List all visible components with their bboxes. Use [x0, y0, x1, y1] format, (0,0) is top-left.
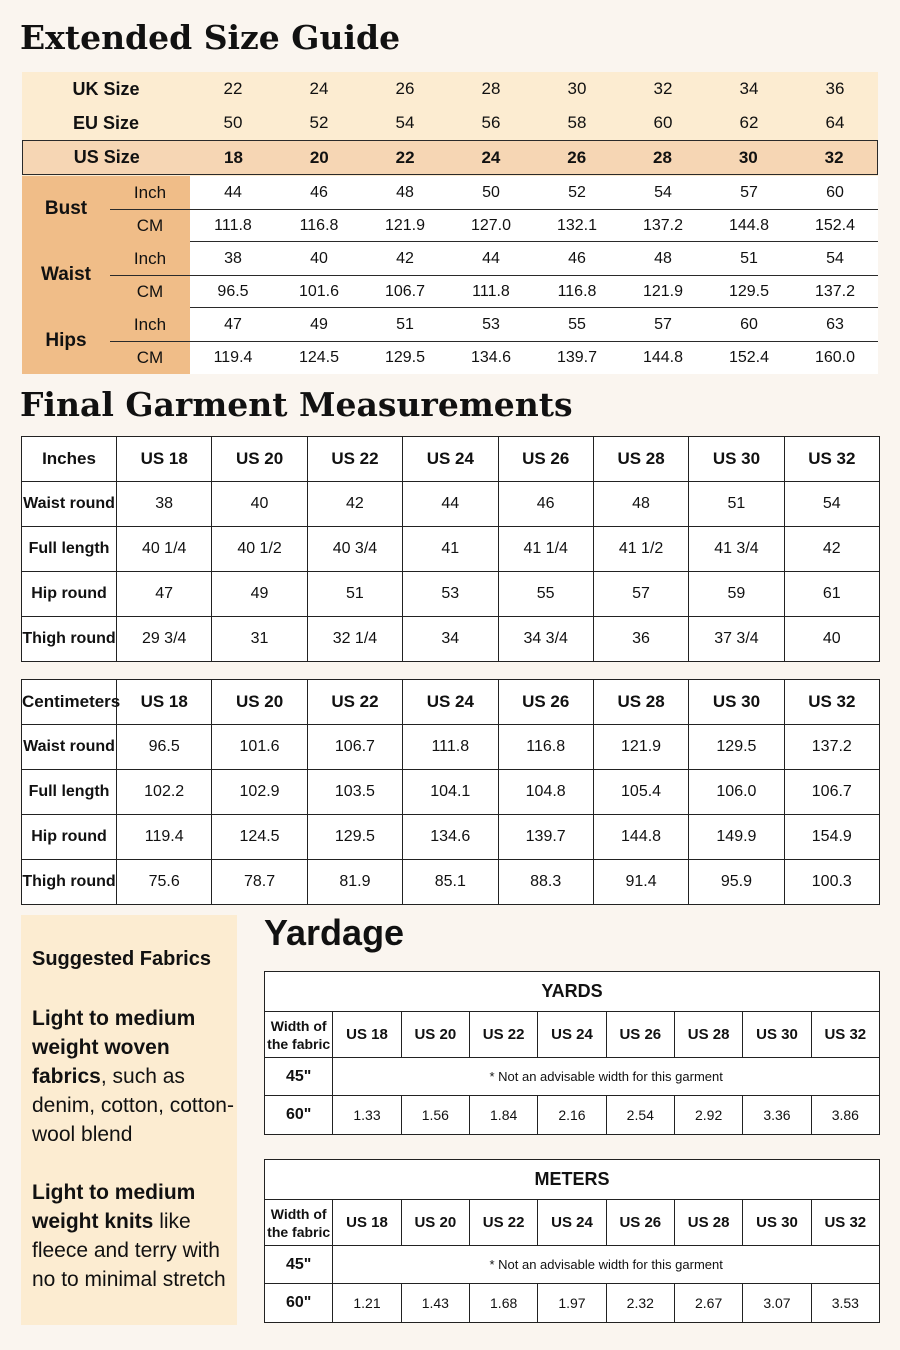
table-cell: 96.5: [117, 725, 212, 770]
table-cell: 41 3/4: [689, 527, 784, 572]
us-size-cell: 24: [481, 147, 501, 167]
table-cell: 46: [498, 482, 593, 527]
table-cell: 121.9: [593, 725, 688, 770]
eu-size-cell: 62: [739, 113, 759, 132]
size-header: US 24: [403, 680, 498, 725]
table-row: [265, 1096, 880, 1135]
table-row: [22, 815, 880, 860]
row-label: Full length: [22, 527, 117, 572]
table-row: [22, 770, 880, 815]
unit-inch-label: Inch: [133, 182, 167, 202]
bust-inch-row: [190, 176, 878, 209]
row-label: Thigh round: [22, 860, 117, 905]
value-cell: 121.9: [384, 216, 426, 234]
value-cell: 57: [740, 183, 758, 201]
size-guide-table: [22, 72, 878, 372]
table-row: [22, 725, 880, 770]
us-size-cell: 18: [224, 147, 243, 167]
value-cell: 50: [482, 183, 500, 201]
size-header: US 28: [593, 680, 688, 725]
table-cell: 54: [784, 482, 879, 527]
hips-values: [190, 308, 878, 374]
uk-size-label: UK Size: [72, 78, 140, 99]
uk-size-cell: 30: [567, 79, 587, 98]
value-cell: 40: [310, 249, 328, 267]
table-cell: 119.4: [117, 815, 212, 860]
table-cell: 2.16: [538, 1096, 606, 1135]
table-header-row: [265, 1012, 880, 1058]
table-cell: 95.9: [689, 860, 784, 905]
garment-centimeters-table: [21, 679, 880, 905]
size-guide-body: [22, 176, 878, 372]
value-cell: 47: [224, 315, 242, 333]
row-label: Waist round: [22, 482, 117, 527]
waist-inch-row: [190, 242, 878, 275]
size-header: US 30: [689, 437, 784, 482]
value-cell: 42: [396, 249, 414, 267]
table-cell: 31: [212, 617, 307, 662]
size-guide-title: Extended Size Guide: [20, 18, 401, 57]
size-header: US 20: [401, 1200, 469, 1246]
not-advisable-note: * Not an advisable width for this garment: [333, 1246, 880, 1284]
value-cell: 60: [826, 183, 844, 201]
value-cell: 160.0: [814, 348, 856, 366]
table-cell: 1.33: [333, 1096, 401, 1135]
table-cell: 55: [498, 572, 593, 617]
table-cell: 61: [784, 572, 879, 617]
table-cell: 3.36: [743, 1096, 811, 1135]
uk-size-cell: 26: [395, 79, 415, 98]
value-cell: 116.8: [299, 216, 339, 234]
table-cell: 1.43: [401, 1284, 469, 1323]
centimeters-header: Centimeters: [22, 680, 117, 725]
table-cell: 1.56: [401, 1096, 469, 1135]
width-label-line1: Width of: [270, 1205, 327, 1222]
width-45-label: 45": [265, 1058, 333, 1096]
size-header: US 32: [811, 1200, 879, 1246]
size-header: US 18: [333, 1012, 401, 1058]
value-cell: 51: [740, 249, 758, 267]
table-row: [265, 1284, 880, 1323]
yardage-meters-table: [264, 1159, 880, 1323]
value-cell: 116.8: [557, 282, 597, 300]
table-cell: 106.7: [784, 770, 879, 815]
table-cell: 40: [784, 617, 879, 662]
table-cell: 3.53: [811, 1284, 879, 1323]
size-header: US 24: [538, 1012, 606, 1058]
value-cell: 53: [482, 315, 500, 333]
table-title-row: [265, 972, 880, 1012]
value-cell: 55: [568, 315, 586, 333]
value-cell: 52: [568, 183, 586, 201]
value-cell: 152.4: [728, 348, 770, 366]
eu-size-cell: 54: [395, 113, 415, 132]
size-header: US 30: [743, 1200, 811, 1246]
table-title-row: [265, 1160, 880, 1200]
table-cell: 38: [117, 482, 212, 527]
size-header: US 32: [784, 437, 879, 482]
hips-cm-row: [190, 341, 878, 374]
size-header: US 24: [403, 437, 498, 482]
table-cell: 40 1/2: [212, 527, 307, 572]
table-cell: 40 1/4: [117, 527, 212, 572]
uk-size-cell: 24: [309, 79, 329, 98]
width-of-fabric-header: [265, 1200, 333, 1246]
table-header-row: [22, 680, 880, 725]
row-label: Thigh round: [22, 617, 117, 662]
table-cell: 81.9: [307, 860, 402, 905]
table-cell: 104.1: [403, 770, 498, 815]
table-row: [22, 617, 880, 662]
table-cell: 48: [593, 482, 688, 527]
value-cell: 129.5: [384, 348, 426, 366]
table-cell: 137.2: [784, 725, 879, 770]
table-cell: 37 3/4: [689, 617, 784, 662]
width-of-fabric-header: [265, 1012, 333, 1058]
table-cell: 34 3/4: [498, 617, 593, 662]
unit-cm-label: CM: [136, 215, 164, 235]
hips-unit-column: [110, 308, 190, 374]
table-cell: 75.6: [117, 860, 212, 905]
value-cell: 44: [482, 249, 500, 267]
row-label: Full length: [22, 770, 117, 815]
value-cell: 124.5: [298, 348, 340, 366]
table-cell: 49: [212, 572, 307, 617]
suggested-fabrics-box: [21, 915, 237, 1325]
size-header: US 26: [606, 1012, 674, 1058]
fabrics-title: Suggested Fabrics: [32, 948, 211, 970]
unit-cm-label: CM: [136, 281, 164, 301]
eu-size-cell: 50: [223, 113, 243, 132]
table-row: [22, 482, 880, 527]
value-cell: 106.7: [384, 282, 426, 300]
size-header: US 24: [538, 1200, 606, 1246]
hips-inch-row: [190, 308, 878, 341]
size-header: US 22: [469, 1012, 537, 1058]
table-cell: 106.7: [307, 725, 402, 770]
value-cell: 101.6: [298, 282, 340, 300]
meters-title: METERS: [265, 1160, 880, 1200]
unit-cm-label: CM: [136, 347, 164, 367]
knit-fabrics-rest: like fleece and terry with no to minimal stretch: [32, 1210, 226, 1291]
woven-fabrics-rest: , such as denim, cotton, cotton-wool blend: [32, 1065, 234, 1146]
row-label: Waist round: [22, 725, 117, 770]
value-cell: 46: [310, 183, 328, 201]
eu-size-cell: 60: [653, 113, 673, 132]
table-cell: 106.0: [689, 770, 784, 815]
us-size-cell: 20: [309, 147, 329, 167]
value-cell: 129.5: [728, 282, 770, 300]
eu-size-cell: 64: [825, 113, 845, 132]
size-header: US 26: [498, 437, 593, 482]
width-60-label: 60": [265, 1096, 333, 1135]
table-cell: 144.8: [593, 815, 688, 860]
value-cell: 49: [310, 315, 328, 333]
table-cell: 129.5: [307, 815, 402, 860]
table-header-row: [22, 437, 880, 482]
table-cell: 104.8: [498, 770, 593, 815]
table-row: [22, 860, 880, 905]
eu-size-row: [22, 106, 878, 140]
waist-label: Waist: [22, 242, 110, 308]
unit-inch-label: Inch: [133, 248, 167, 268]
size-header: US 18: [333, 1200, 401, 1246]
uk-size-cell: 36: [825, 79, 845, 98]
value-cell: 137.2: [642, 216, 684, 234]
table-cell: 59: [689, 572, 784, 617]
us-size-cell: 22: [395, 147, 415, 167]
table-cell: 3.86: [811, 1096, 879, 1135]
yardage-yards-table: [264, 971, 880, 1135]
garment-inches-table: [21, 436, 880, 662]
uk-size-cell: 32: [653, 79, 673, 98]
size-header: US 32: [811, 1012, 879, 1058]
table-cell: 41 1/2: [593, 527, 688, 572]
table-cell: 32 1/4: [307, 617, 402, 662]
size-header: US 26: [606, 1200, 674, 1246]
us-size-cell: 32: [824, 147, 844, 167]
knit-fabrics-bold: Light to medium weight knits: [32, 1181, 196, 1233]
value-cell: 46: [568, 249, 586, 267]
table-cell: 29 3/4: [117, 617, 212, 662]
table-cell: 40: [212, 482, 307, 527]
size-header: US 22: [469, 1200, 537, 1246]
uk-size-cell: 34: [739, 79, 759, 98]
table-cell: 42: [784, 527, 879, 572]
waist-values: [190, 242, 878, 308]
us-size-cell: 26: [567, 147, 587, 167]
size-header: US 32: [784, 680, 879, 725]
value-cell: 134.6: [470, 348, 512, 366]
value-cell: 38: [224, 249, 242, 267]
row-label: Hip round: [22, 815, 117, 860]
table-cell: 102.2: [117, 770, 212, 815]
eu-size-label: EU Size: [72, 112, 140, 133]
table-cell: 103.5: [307, 770, 402, 815]
size-header: US 20: [212, 437, 307, 482]
table-cell: 44: [403, 482, 498, 527]
table-cell: 124.5: [212, 815, 307, 860]
table-cell: 105.4: [593, 770, 688, 815]
value-cell: 48: [654, 249, 672, 267]
size-header: US 26: [498, 680, 593, 725]
size-header: US 30: [743, 1012, 811, 1058]
bust-label: Bust: [22, 176, 110, 242]
bust-values: [190, 176, 878, 242]
value-cell: 44: [224, 183, 242, 201]
table-cell: 134.6: [403, 815, 498, 860]
width-45-label: 45": [265, 1246, 333, 1284]
table-cell: 53: [403, 572, 498, 617]
value-cell: 139.7: [556, 348, 598, 366]
table-cell: 102.9: [212, 770, 307, 815]
size-header: US 22: [307, 680, 402, 725]
eu-size-cell: 58: [567, 113, 587, 132]
waist-group: [22, 242, 878, 308]
waist-unit-column: [110, 242, 190, 308]
bust-group: [22, 176, 878, 242]
knit-fabrics-text: [32, 1178, 237, 1294]
value-cell: 54: [826, 249, 844, 267]
size-header: US 28: [674, 1012, 742, 1058]
table-cell: 129.5: [689, 725, 784, 770]
waist-cm-row: [190, 275, 878, 308]
size-header: US 28: [674, 1200, 742, 1246]
table-cell: 88.3: [498, 860, 593, 905]
hips-group: [22, 308, 878, 374]
table-cell: 91.4: [593, 860, 688, 905]
table-cell: 1.68: [469, 1284, 537, 1323]
table-cell: 101.6: [212, 725, 307, 770]
value-cell: 119.4: [213, 348, 253, 366]
size-header: US 18: [117, 437, 212, 482]
table-cell: 57: [593, 572, 688, 617]
width-label-line2: the fabric: [267, 1035, 331, 1052]
table-cell: 85.1: [403, 860, 498, 905]
row-label: Hip round: [22, 572, 117, 617]
table-cell: 154.9: [784, 815, 879, 860]
us-size-cell: 30: [738, 147, 758, 167]
table-cell: 34: [403, 617, 498, 662]
size-header: US 28: [593, 437, 688, 482]
value-cell: 152.4: [814, 216, 856, 234]
value-cell: 96.5: [217, 282, 249, 300]
woven-fabrics-bold: Light to medium weight woven fabrics: [32, 1007, 196, 1088]
value-cell: 111.8: [214, 216, 252, 234]
final-garment-title: Final Garment Measurements: [20, 385, 573, 424]
size-header: US 22: [307, 437, 402, 482]
table-cell: 41 1/4: [498, 527, 593, 572]
value-cell: 132.1: [556, 216, 598, 234]
value-cell: 111.8: [472, 282, 510, 300]
table-row: [265, 1058, 880, 1096]
table-cell: 42: [307, 482, 402, 527]
width-label-line1: Width of: [270, 1017, 327, 1034]
table-cell: 51: [689, 482, 784, 527]
width-60-label: 60": [265, 1284, 333, 1323]
table-cell: 47: [117, 572, 212, 617]
value-cell: 57: [654, 315, 672, 333]
not-advisable-note: * Not an advisable width for this garment: [333, 1058, 880, 1096]
table-cell: 51: [307, 572, 402, 617]
hips-label: Hips: [22, 308, 110, 374]
value-cell: 63: [826, 315, 844, 333]
value-cell: 144.8: [642, 348, 684, 366]
table-cell: 2.54: [606, 1096, 674, 1135]
yardage-title: Yardage: [264, 912, 405, 953]
value-cell: 144.8: [728, 216, 770, 234]
eu-size-cell: 56: [481, 113, 501, 132]
woven-fabrics-text: [32, 1004, 237, 1149]
width-label-line2: the fabric: [267, 1223, 331, 1240]
value-cell: 127.0: [470, 216, 512, 234]
uk-size-row: [22, 72, 878, 106]
uk-size-cell: 28: [481, 79, 501, 98]
value-cell: 54: [654, 183, 672, 201]
size-header: US 20: [401, 1012, 469, 1058]
size-header: US 18: [117, 680, 212, 725]
us-size-row: [22, 140, 878, 175]
table-cell: 1.97: [538, 1284, 606, 1323]
bust-cm-row: [190, 209, 878, 242]
table-row: [22, 527, 880, 572]
table-cell: 40 3/4: [307, 527, 402, 572]
table-cell: 36: [593, 617, 688, 662]
unit-inch-label: Inch: [133, 314, 167, 334]
table-row: [265, 1246, 880, 1284]
table-cell: 2.92: [674, 1096, 742, 1135]
table-cell: 78.7: [212, 860, 307, 905]
table-header-row: [265, 1200, 880, 1246]
inches-header: Inches: [22, 437, 117, 482]
value-cell: 60: [740, 315, 758, 333]
bust-unit-column: [110, 176, 190, 242]
table-cell: 116.8: [498, 725, 593, 770]
value-cell: 137.2: [814, 282, 856, 300]
value-cell: 121.9: [642, 282, 684, 300]
table-cell: 100.3: [784, 860, 879, 905]
eu-size-cell: 52: [309, 113, 329, 132]
table-cell: 139.7: [498, 815, 593, 860]
table-cell: 2.67: [674, 1284, 742, 1323]
table-cell: 2.32: [606, 1284, 674, 1323]
size-header: US 30: [689, 680, 784, 725]
value-cell: 51: [396, 315, 414, 333]
yards-title: YARDS: [265, 972, 880, 1012]
table-row: [22, 572, 880, 617]
table-cell: 149.9: [689, 815, 784, 860]
value-cell: 48: [396, 183, 414, 201]
size-header: US 20: [212, 680, 307, 725]
table-cell: 1.84: [469, 1096, 537, 1135]
table-cell: 1.21: [333, 1284, 401, 1323]
us-size-label: US Size: [73, 147, 140, 167]
table-cell: 41: [403, 527, 498, 572]
table-cell: 3.07: [743, 1284, 811, 1323]
uk-size-cell: 22: [223, 79, 243, 98]
table-cell: 111.8: [403, 725, 498, 770]
us-size-cell: 28: [653, 147, 672, 167]
